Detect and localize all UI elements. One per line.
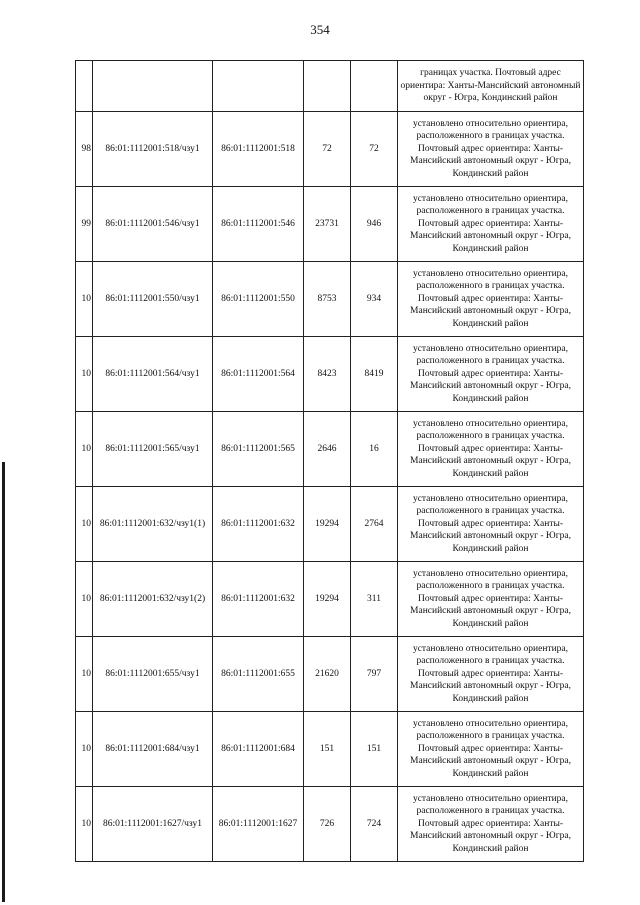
cell-cadastral: 86:01:1112001:564 [213, 337, 304, 412]
cell-area: 8423 [304, 337, 351, 412]
cell-area [304, 61, 351, 112]
table-row [76, 187, 584, 262]
cell-cadastral: 86:01:1112001:550 [213, 262, 304, 337]
cell-area: 72 [304, 112, 351, 187]
cell-area: 19294 [304, 562, 351, 637]
cell-part: 86:01:1112001:684/чзу1 [93, 712, 213, 787]
cell-num: 10 [76, 712, 93, 787]
cell-cadastral: 86:01:1112001:546 [213, 187, 304, 262]
table-row [76, 262, 584, 337]
cell-cadastral: 86:01:1112001:632 [213, 562, 304, 637]
cell-area: 23731 [304, 187, 351, 262]
table-row [76, 412, 584, 487]
cell-location: установлено относительно ориентира, расположенного в границах участка. Почтовый адрес ориентира: Ханты-Мансийский автономный округ - Югра, Кондинский район [398, 712, 584, 787]
cell-num: 10 [76, 337, 93, 412]
cell-area: 726 [304, 787, 351, 862]
cell-area: 151 [304, 712, 351, 787]
cell-cadastral: 86:01:1112001:1627 [213, 787, 304, 862]
margin-bar [2, 462, 5, 902]
cell-location: установлено относительно ориентира, расположенного в границах участка. Почтовый адрес ориентира: Ханты-Мансийский автономный округ - Югра, Кондинский район [398, 637, 584, 712]
cell-num: 99 [76, 187, 93, 262]
cell-part-area: 16 [351, 412, 398, 487]
table-row [76, 112, 584, 187]
cell-area: 2646 [304, 412, 351, 487]
table-row [76, 487, 584, 562]
cell-part-area [351, 61, 398, 112]
table-row [76, 712, 584, 787]
cell-cadastral: 86:01:1112001:684 [213, 712, 304, 787]
cell-part: 86:01:1112001:550/чзу1 [93, 262, 213, 337]
cell-part: 86:01:1112001:564/чзу1 [93, 337, 213, 412]
cell-location: установлено относительно ориентира, расположенного в границах участка. Почтовый адрес ориентира: Ханты-Мансийский автономный округ - Югра, Кондинский район [398, 412, 584, 487]
cell-cadastral: 86:01:1112001:655 [213, 637, 304, 712]
cell-location: установлено относительно ориентира, расположенного в границах участка. Почтовый адрес ориентира: Ханты-Мансийский автономный округ - Югра, Кондинский район [398, 187, 584, 262]
cell-location: установлено относительно ориентира, расположенного в границах участка. Почтовый адрес ориентира: Ханты-Мансийский автономный округ - Югра, Кондинский район [398, 262, 584, 337]
cell-part-area: 2764 [351, 487, 398, 562]
cell-location: границах участка. Почтовый адрес ориентира: Ханты-Мансийский автономный округ - Югра, Кондинский район [398, 61, 584, 112]
cell-num: 10 [76, 487, 93, 562]
table-row [76, 637, 584, 712]
cell-part-area: 946 [351, 187, 398, 262]
cell-area: 8753 [304, 262, 351, 337]
table-body [76, 61, 584, 862]
cell-num: 98 [76, 112, 93, 187]
cell-part-area: 724 [351, 787, 398, 862]
cell-part: 86:01:1112001:546/чзу1 [93, 187, 213, 262]
cell-area: 19294 [304, 487, 351, 562]
cell-location: установлено относительно ориентира, расположенного в границах участка. Почтовый адрес ориентира: Ханты-Мансийский автономный округ - Югра, Кондинский район [398, 562, 584, 637]
cell-cadastral: 86:01:1112001:518 [213, 112, 304, 187]
table-row-continued [76, 61, 584, 112]
cell-num: 10 [76, 562, 93, 637]
page-number: 354 [310, 22, 330, 37]
cell-num: 10 [76, 637, 93, 712]
cell-part: 86:01:1112001:632/чзу1(2) [93, 562, 213, 637]
table-row [76, 337, 584, 412]
cell-area: 21620 [304, 637, 351, 712]
cell-part-area: 151 [351, 712, 398, 787]
cell-part: 86:01:1112001:1627/чзу1 [93, 787, 213, 862]
cell-location: установлено относительно ориентира, расположенного в границах участка. Почтовый адрес ориентира: Ханты-Мансийский автономный округ - Югра, Кондинский район [398, 337, 584, 412]
cell-part-area: 797 [351, 637, 398, 712]
cell-part: 86:01:1112001:565/чзу1 [93, 412, 213, 487]
cell-part-area: 934 [351, 262, 398, 337]
cell-part: 86:01:1112001:632/чзу1(1) [93, 487, 213, 562]
table-row [76, 787, 584, 862]
cell-location: установлено относительно ориентира, расположенного в границах участка. Почтовый адрес ориентира: Ханты-Мансийский автономный округ - Югра, Кондинский район [398, 787, 584, 862]
cell-num: 10 [76, 412, 93, 487]
cell-part-area: 8419 [351, 337, 398, 412]
land-parts-table [75, 60, 584, 862]
cell-num [76, 61, 93, 112]
table-row [76, 562, 584, 637]
cell-part: 86:01:1112001:655/чзу1 [93, 637, 213, 712]
cell-location: установлено относительно ориентира, расположенного в границах участка. Почтовый адрес ориентира: Ханты-Мансийский автономный округ - Югра, Кондинский район [398, 112, 584, 187]
cell-part-area: 311 [351, 562, 398, 637]
cell-part: 86:01:1112001:518/чзу1 [93, 112, 213, 187]
cell-num: 10 [76, 787, 93, 862]
cell-cadastral [213, 61, 304, 112]
cell-part-area: 72 [351, 112, 398, 187]
cell-num: 10 [76, 262, 93, 337]
cell-cadastral: 86:01:1112001:632 [213, 487, 304, 562]
cell-location: установлено относительно ориентира, расположенного в границах участка. Почтовый адрес ориентира: Ханты-Мансийский автономный округ - Югра, Кондинский район [398, 487, 584, 562]
cell-cadastral: 86:01:1112001:565 [213, 412, 304, 487]
cell-part [93, 61, 213, 112]
